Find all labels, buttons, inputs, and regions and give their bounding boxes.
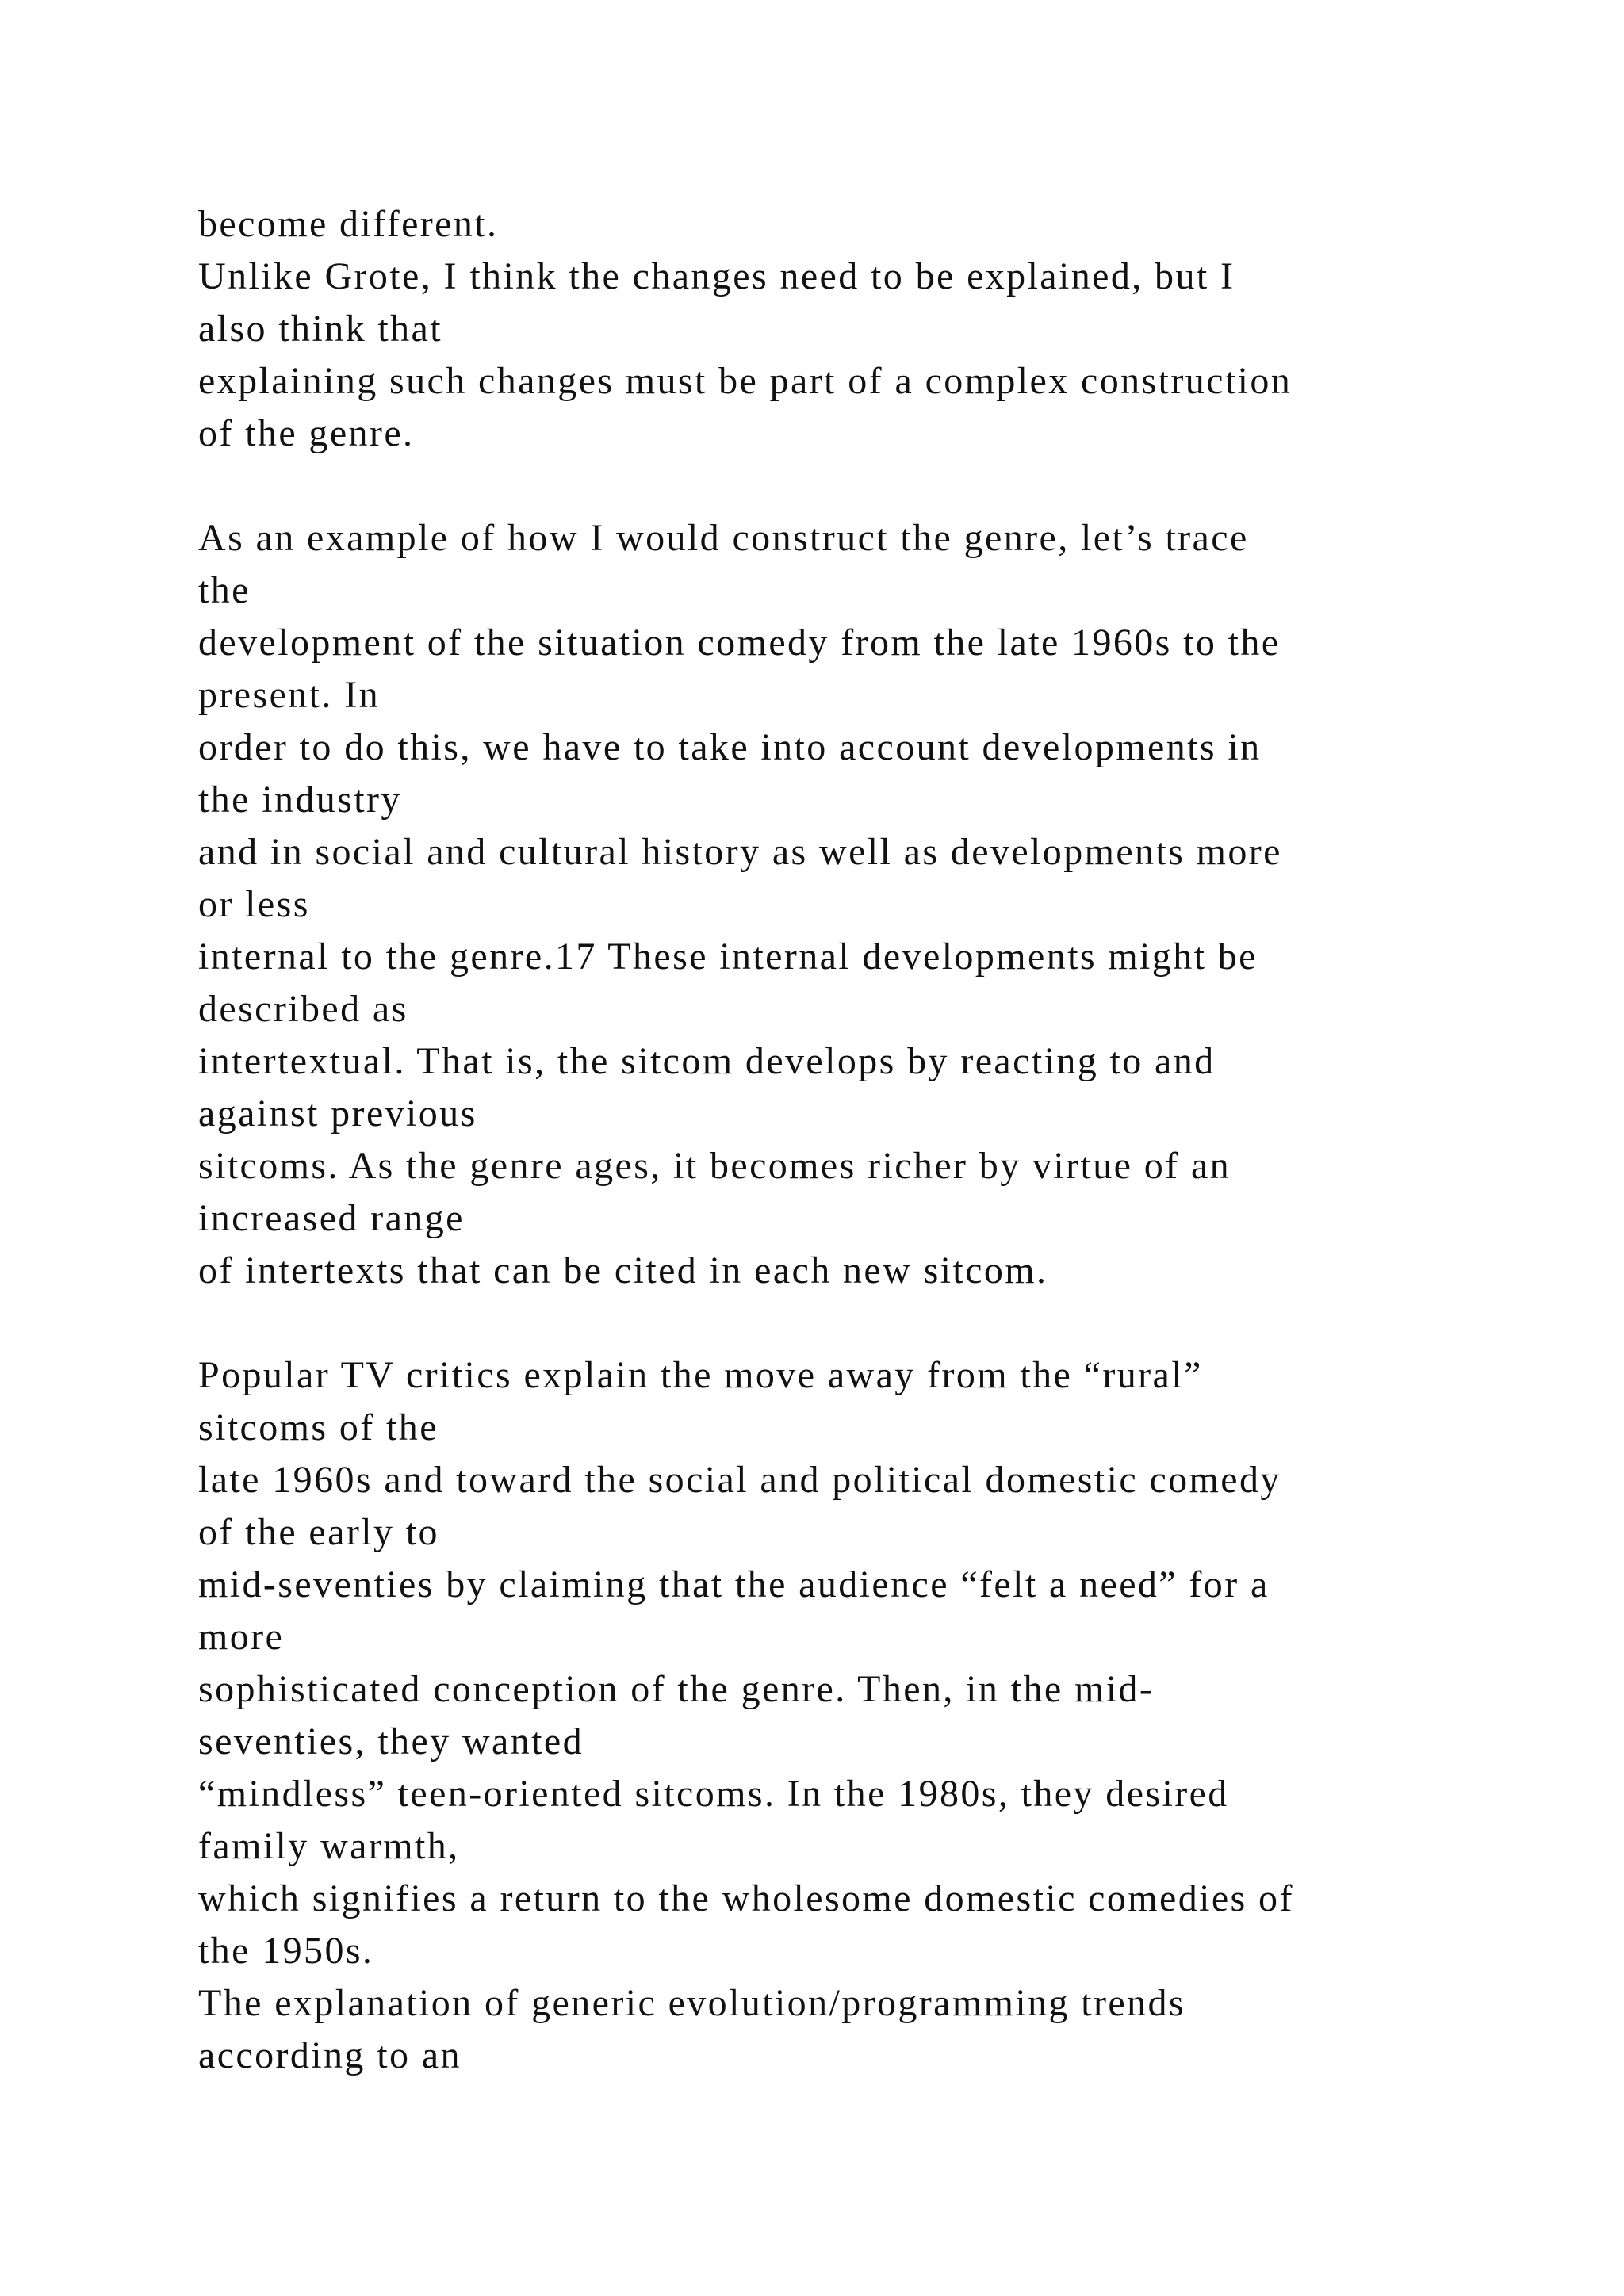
text-line: according to an	[198, 2034, 462, 2076]
text-line: present. In	[198, 674, 380, 716]
text-line: late 1960s and toward the social and political domestic comedy	[198, 1459, 1281, 1501]
text-line: more	[198, 1616, 285, 1658]
text-line: which signifies a return to the wholesome domestic comedies of	[198, 1877, 1294, 1919]
text-line: explaining such changes must be part of a complex construction	[198, 360, 1293, 402]
text-line: against previous	[198, 1093, 477, 1135]
text-line: internal to the genre.17 These internal developments might be	[198, 936, 1258, 978]
text-line: sitcoms. As the genre ages, it becomes richer by virtue of an	[198, 1145, 1231, 1187]
text-line: of intertexts that can be cited in each new sitcom.	[198, 1249, 1048, 1292]
text-line: of the early to	[198, 1511, 439, 1553]
text-line: the 1950s.	[198, 1930, 374, 1972]
text-line: also think that	[198, 308, 442, 350]
text-line: order to do this, we have to take into account developments in	[198, 726, 1262, 768]
text-line: development of the situation comedy from the late 1960s to the	[198, 622, 1281, 664]
body-text	[198, 198, 1546, 2082]
text-line: Unlike Grote, I think the changes need to be explained, but I	[198, 255, 1235, 297]
paragraph-break	[198, 1297, 1546, 1349]
text-line: family warmth,	[198, 1825, 460, 1867]
text-line: “mindless” teen-oriented sitcoms. In the 1980s, they desired	[198, 1773, 1229, 1815]
text-line: sitcoms of the	[198, 1406, 439, 1448]
text-line: The explanation of generic evolution/programming trends	[198, 1982, 1185, 2024]
text-line: Popular TV critics explain the move away from the “rural”	[198, 1354, 1203, 1396]
text-line: and in social and cultural history as well as developments more	[198, 831, 1282, 873]
paragraph-break	[198, 460, 1546, 512]
text-line: the industry	[198, 779, 402, 821]
text-line: seventies, they wanted	[198, 1720, 584, 1762]
text-line: of the genre.	[198, 412, 415, 454]
text-line: mid-seventies by claiming that the audience “felt a need” for a	[198, 1563, 1270, 1605]
text-line: the	[198, 569, 251, 611]
text-line: become different.	[198, 203, 499, 245]
text-line: sophisticated conception of the genre. Then, in the mid-	[198, 1668, 1155, 1710]
text-line: As an example of how I would construct the genre, let’s trace	[198, 517, 1249, 559]
text-line: described as	[198, 988, 408, 1030]
text-line: intertextual. That is, the sitcom develops by reacting to and	[198, 1040, 1216, 1082]
text-line: or less	[198, 883, 310, 925]
text-line: increased range	[198, 1197, 465, 1239]
